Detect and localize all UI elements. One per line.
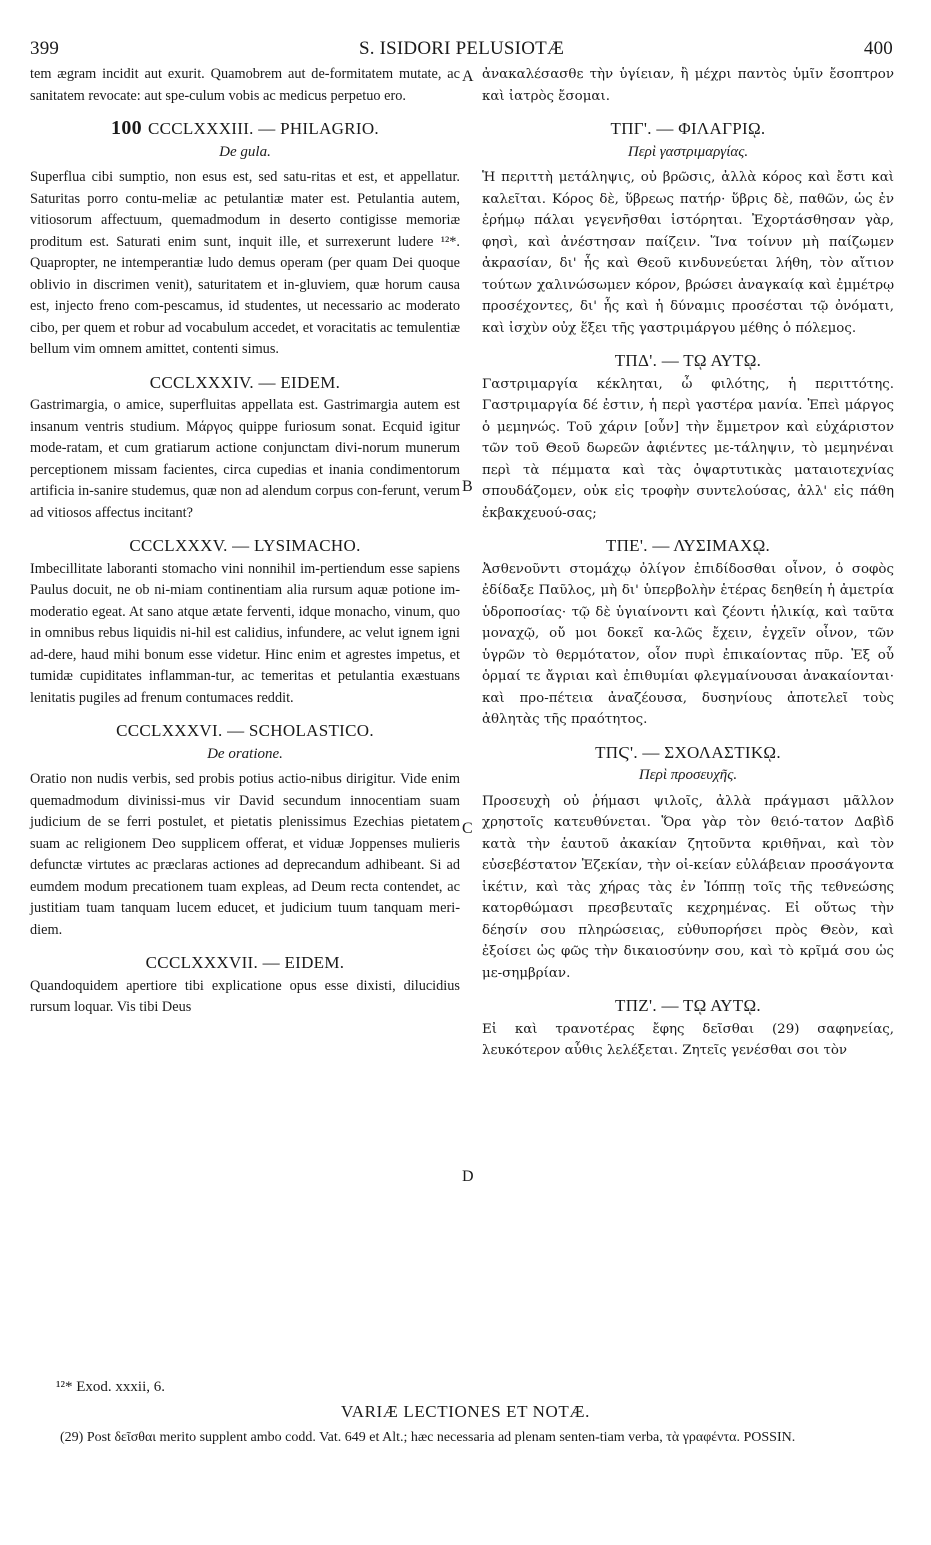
latin-column	[30, 64, 460, 1374]
running-title: S. ISIDORI PELUSIOTÆ	[358, 38, 565, 59]
column-marker-d: D	[462, 1168, 474, 1185]
greek-subtitle-386: Περὶ προσευχῆς.	[638, 767, 738, 783]
latin-text-385: Imbecillitate laboranti stomacho vini nonnihil im-pertiendum esse sapiens Paulus docuit, ne ob ni-miam continentiam alia rursum aquæ potione im-moderatio egeat. At sano atque ætate ferventi, idque monacho, vinum, quo in omnibus rebus liquidis ni-hil est calidius, infundere, ac velut ignem igni ad-dere, haud mihi bonum esse videtur. Hinc enim et agrestes impetus, et tumidæ cupiditates inflamman-tur, ac temeritas et petulantia exæstuans lenitatis pugiles ad frenum contumaces reddit.	[30, 560, 460, 706]
greek-subtitle-383: Περὶ γαστριμαργίας.	[627, 143, 749, 160]
latin-text-383: Superflua cibi sumptio, non esus est, sed satu-ritas et est, et appellatur. Saturitas porro contu-meliæ ac petulantiæ mater est. Petulantia autem, vitiosorum affectuum, quemadmodum in deserto contigisse memoriæ proditum est. Saturati enim sunt, inquit ille, et surrexerunt ludere ¹²*. Quapropter, ne intemperantiæ ludo demus operam (per quam Dei quoque oblivio in discrimen venit), saturitatem et in-gluviem, quæ horum causa est, injecto freno com-pescamus, id studentes, ut necessario ac moderato cibo, per quem et robur ad vocabulum accedet, et voracitatis ac temulentiæ bellum vim omnem amittet, contenti simus.	[30, 169, 460, 357]
greek-text-386: Προσευχὴ οὐ ῥήμασι ψιλοῖς, ἀλλὰ πράγμασι μᾶλλον χρηστοῖς κατευθύνεται. Ὅρα γὰρ τὸν θειό-τατον Δαβὶδ κατὰ τὴν ἑαυτοῦ ἀκακίαν ζητοῦντα κριθῆναι, καὶ τὸν εὐσεβέστατον Ἐζεκίαν, τὴν οἰ-κείαν εὐλάβειαν προσάγοντα ἱκέτιν, καὶ τὰς χήρας τὰς ἐν Ἰόππῃ τοῖς τῆς τεθνεώσης κατορθώμασι πρεσβευταῖς κεχρημένας. Εἰ οὕτως τὴν δέησίν σου πληρώσειας, εὐθυπορήσει πρὸς Θεὸν, καὶ ἐξοίσει ὡς φῶς τὴν δικαιοσύνην σου, καὶ τὸ κρῖμά σου ὡς με-σημβρίαν.	[482, 793, 894, 981]
latin-text-386: Oratio non nudis verbis, sed probis potius actio-nibus dirigitur. Vide enim quemadmodum divinissi-mus vir David secundum innocentiam suam judicium de se ferri postulet, et pietatis plenissimus Ezechias pietatem suam ac religionem Deo supplicem offerat, et viduæ Joppenses mulieris defunctæ virtutes ac præclaras actiones ad deprecandum adhibeant. Si ad eumdem modum precationem tuam expleas, ad Deum recta contendet, ac justitiam tuam tanquam lucem educet, et judicium tuum tanquam meri-diem.	[30, 771, 460, 938]
notes-title: VARIÆ LECTIONES ET NOTÆ.	[341, 1402, 590, 1421]
column-number: 100	[111, 117, 142, 139]
latin-intro: tem ægram incidit aut exurit. Quamobrem aut de-formitatem mutate, ac sanitatem revocate: aut spe-culum vobis ac medicus perpetuo ero.	[30, 66, 460, 104]
greek-text-385: Ἀσθενοῦντι στομάχῳ ὀλίγον ἐπιδίδοσθαι οἶνον, ὁ σοφὸς ἐδίδαξε Παῦλος, μὴ δι' ὑπερβολὴν ἑτέρας δεηθείη ἡ ἀμετρία ὑδροποσίας· τῷ δὲ ὑγιαίνοντι καὶ ζέοντι ἡλικίᾳ, καὶ ταῦτα μοναχῷ, οὔ μοι δοκεῖ κα-λῶς ἔχειν, ἐγχεῖν οἶνον, τῶν ὑγρῶν τὸ θερμότατον, οἷον πυρὶ ἐπικαίοντας πῦρ. Ἐξ οὗ ὁρμαί τε ἄγριαι καὶ ἐπιθυμίαι φλεγμαίνουσαι ἀνακαίονται· καὶ προ-πέτεια ἀναζέουσα, δυσηνίους ἀποτελεῖ τοὺς ἀθλητὰς τῆς πραότητος.	[482, 561, 894, 727]
page-number-right: 400	[863, 38, 893, 59]
greek-text-387: Εἰ καὶ τρανοτέρας ἔφης δεῖσθαι (29) σαφηνείας, λευκότερον αὖθις λελέξεται. Ζητεῖς γενέσθαι σοι τὸν	[482, 1021, 894, 1058]
greek-column	[482, 64, 894, 1374]
latin-subtitle-383: De gula.	[219, 143, 271, 160]
page-number-left: 399	[30, 38, 60, 59]
greek-text-383: Ἡ περιττὴ μετάληψις, οὐ βρῶσις, ἀλλὰ κόρος καὶ ἔστι καὶ καλεῖται. Κόρος δὲ, ὕβρεως πατήρ· ὕβρις δὲ, παθῶν, ὡς ἐν ἐρήμῳ πάλαι γεγενῆσθαι ἱστόρηται. Ἐχορτάσθησαν γὰρ, φησὶ, καὶ ἀνέστησαν παίζειν. Ἵνα τοίνυν μὴ παίζωμεν ἀκρασίαν, δι' ἧς καὶ Θεοῦ κινδυνεύεται λήθη, τὸν αἴτιον τούτων χαλινώσωμεν κόρον, βρώσει ἀναγκαίᾳ καὶ ἐμμέτρῳ προσέχοντες, δι' ἧς καὶ ἡ δύναμις προσέσται τῷ ὀνόματι, καὶ ἰσχὺν οὐχ ἕξει τῆς γαστριμάργου μέθης ὁ πόλεμος.	[482, 170, 894, 336]
greek-intro: ἀνακαλέσασθε τὴν ὑγίειαν, ἢ μέχρι παντὸς ὑμῖν ἔσοπτρον καὶ ἰατρὸς ἔσομαι.	[482, 67, 894, 104]
latin-text-384: Gastrimargia, o amice, superfluitas appellata est. Gastrimargia autem est insanum ventris studium. Μάργος quippe furiosum sonat. Ecquid igitur mode-ratam, et cum gratiarum actione conjunctam divi-norum munerum perceptionem missam facientes, circa cupedias et inania condimentorum artificia in-sanire studemus, quæ non ad alendum corpus con-ferunt, verum ad vitiosos affectus incitant?	[30, 397, 460, 521]
scripture-footnote: ¹²* Exod. xxxii, 6.	[56, 1379, 165, 1395]
column-marker-c: C	[462, 820, 473, 837]
latin-subtitle-386: De oratione.	[207, 745, 283, 762]
latin-title-383: CCCLXXXIII. — PHILAGRIO.	[147, 119, 379, 138]
latin-title-385: CCCLXXXV. — LYSIMACHO.	[129, 536, 361, 555]
latin-title-384: CCCLXXXIV. — EIDEM.	[149, 372, 341, 392]
latin-heading-383	[30, 118, 460, 140]
greek-title-385: ΤΠΕ'. — ΛΥΣΙΜΑΧῼ.	[605, 536, 771, 555]
variant-note: (29) Post δεῖσθαι merito supplent ambo codd. Vat. 649 et Alt.; hæc necessaria ad plenam senten-tiam verba, τὰ γραφέντα. POSSIN.	[60, 1430, 796, 1445]
column-marker-b: B	[462, 478, 473, 495]
running-header	[30, 38, 893, 60]
latin-title-387: CCCLXXXVII. — EIDEM.	[145, 953, 345, 972]
greek-title-383: ΤΠΓ'. — ΦΙΛΑΓΡΙῼ.	[610, 119, 766, 138]
greek-title-386: ΤΠϚ'. — ΣΧΟΛΑΣΤΙΚῼ.	[595, 742, 781, 762]
column-marker-a: A	[462, 68, 474, 85]
greek-text-384: Γαστριμαργία κέκληται, ὦ φιλότης, ἡ περιττότης. Γαστριμαργία δέ ἐστιν, ἡ περὶ γαστέρα μανία. Ἐπεὶ μάργος ὁ μεμηνώς. Τοῦ χάριν [οὖν] τὴν ἔμμετρον καὶ εὐχάριστον τῶν τοῦ Θεοῦ δωρεῶν ἀφιέντες με-τάληψιν, τὸ μεμηνέναι περὶ τὰ πέμματα καὶ τὰς ὀψαρτυτικὰς ματαιοτεχνίας σπουδάζομεν, οὐκ εἰς τροφὴν συντελούσας, ἀλλ' εἰς πάθη ἐκβακχευού-σας;	[482, 376, 894, 521]
latin-title-386: CCCLXXXVI. — SCHOLASTICO.	[116, 721, 374, 740]
latin-text-387: Quandoquidem apertiore tibi explicatione opus esse dixisti, dilucidius rursum loquar. Vis tibi Deus	[30, 977, 460, 1015]
greek-title-384: ΤΠΔ'. — Τῼ ΑΥΤῼ.	[614, 351, 762, 370]
greek-title-387: ΤΠΖ'. — Τῼ ΑΥΤῼ.	[615, 996, 761, 1015]
